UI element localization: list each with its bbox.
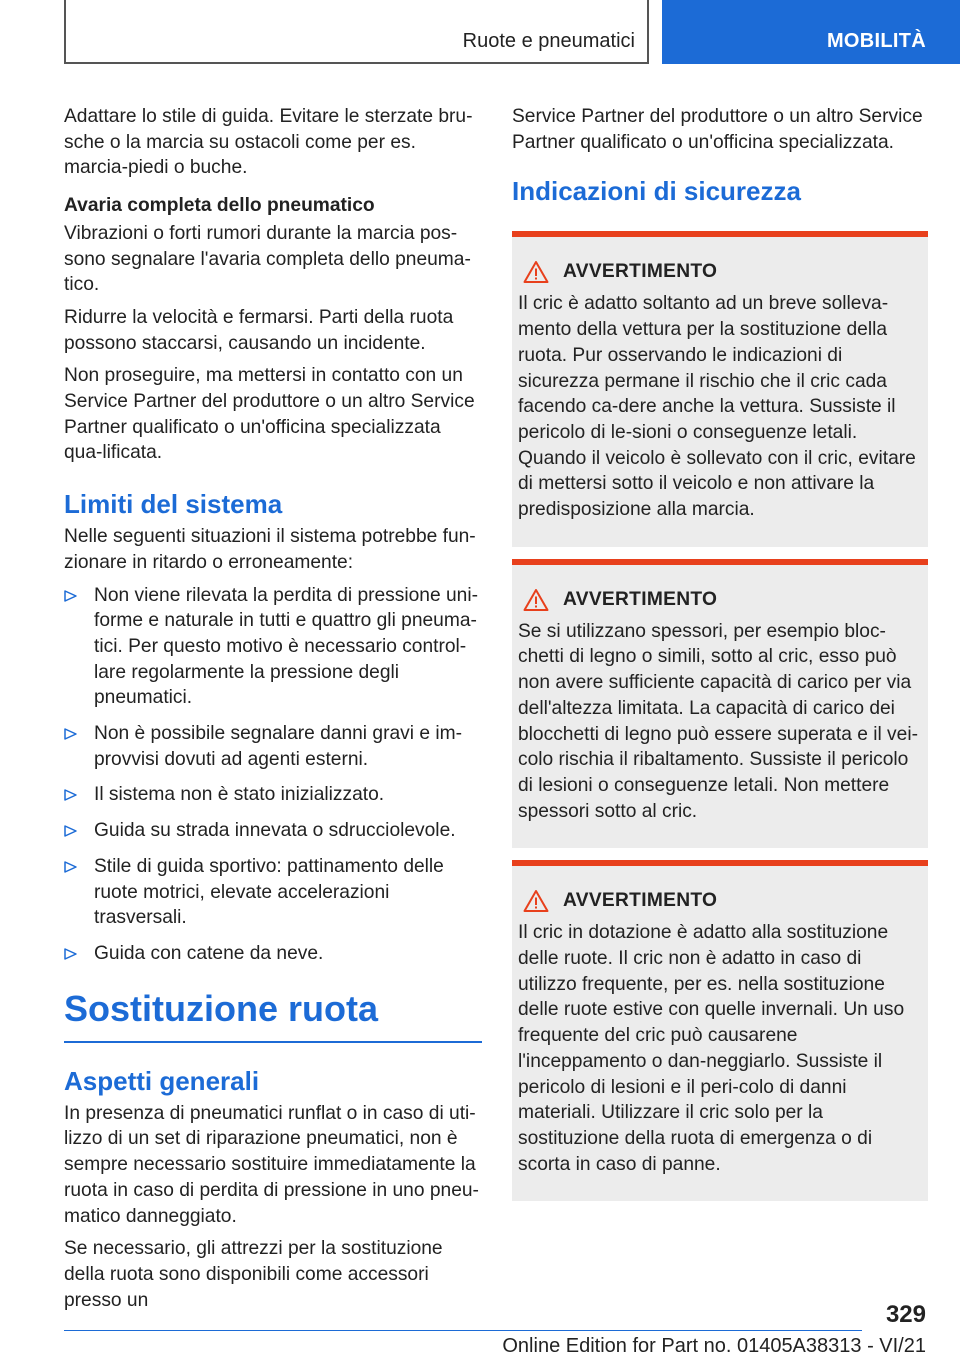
triangle-bullet-icon [64,590,77,602]
warning-triangle-icon [523,889,549,913]
right-column [512,104,928,1201]
warning-header [523,587,922,613]
warning-title: AVVERTIMENTO [563,890,718,912]
footer-rule [64,1330,862,1331]
heading-general-aspects: Aspetti generali [64,1065,260,1096]
warning-triangle-icon [523,588,549,612]
warning-text: Il cric in dotazione è adatto alla sostituzione delle ruote. Il cric non è adatto in caso di utilizzo frequente, per es. nella sostituzione delle ruote estive con quelle invernali. Un uso frequente del cric può causarene l'inceppamento o dan-neggiarlo. Sussiste il pericolo di lesioni e il peri-colo di danni materiali. Utilizzare il cric solo per la sostituzione della ruota di emergenza o di scorta in caso di panne. [518,922,905,1175]
list-item-text: Non viene rilevata la perdita di pressione uni-forme e naturale in tutti e quattro gli pneuma-tici. Per questo motivo è necessario control-lare regolarmente la pressione degli pneumatici. [94,584,478,709]
warning-title: AVVERTIMENTO [563,588,718,610]
warning-text: Se si utilizzano spessori, per esempio bloc-chetti di legno o simili, sotto al cric, esso può non avere sufficiente capacità di carico per via dell'altezza limitata. La capacità di carico dei blocchetti di legno può essere superata e il vei-colo rischia il ribaltamento. Sussiste il pericolo di lesioni o conseguenze letali. Non mettere spessori sotto al cric. [518,620,918,822]
warning-header [523,888,922,914]
warning-box [512,860,928,1201]
header-section-box [64,0,649,64]
paragraph-runflat: In presenza di pneumatici runflat o in caso di uti-lizzo di un set di riparazione pneumatici, non è sempre necessario sostituire immediatamente la ruota in caso di perdita di pressione in uno pneu-matico danneggiato. [64,1102,479,1227]
paragraph-reduce-speed: Ridurre la velocità e fermarsi. Parti della ruota possono staccarsi, causando un incidente. [64,306,454,354]
list-item [64,941,482,967]
warning-box [512,231,928,546]
left-column [64,104,482,1320]
footer-edition: Online Edition for Part no. 01405A38313 - VI/21 [502,1335,926,1357]
triangle-bullet-icon [64,728,77,740]
list-item-text: Guida con catene da neve. [94,942,324,964]
triangle-bullet-icon [64,825,77,837]
section-title: Ruote e pneumatici [462,30,635,52]
paragraph-limits-intro: Nelle seguenti situazioni il sistema potrebbe fun-zionare in ritardo o erroneamente: [64,526,476,573]
list-item [64,721,482,772]
paragraph-continued: Service Partner del produttore o un altro Service Partner qualificato o un'officina specializzata. [512,106,923,153]
warning-header [523,259,922,285]
paragraph-driving-style: Adattare lo stile di guida. Evitare le sterzate bru-sche o la marcia su ostacoli come per es. marcia-piedi o buche. [64,106,473,179]
triangle-bullet-icon [64,789,77,801]
paragraph-vibrations: Vibrazioni o forti rumori durante la marcia pos-sono segnalare l'avaria completa dello pneuma-tico. [64,222,471,296]
list-item-text: Guida su strada innevata o sdrucciolevole. [94,820,456,842]
warning-text: Il cric è adatto soltanto ad un breve solleva-mento della vettura per la sostituzione della ruota. Pur osservando le indicazioni di sicurezza permane il rischio che il cric cada facendo ca-dere anche la vettura. Sussiste il pericolo di le-sioni o conseguenze letali. Quando il veicolo è sollevato con il cric, evitare di mettersi sotto il veicolo e non attivare la predisposizione alla marcia. [518,293,916,521]
heading-rule [64,1041,482,1043]
page-number: 329 [885,1301,926,1328]
triangle-bullet-icon [64,861,77,873]
heading-system-limits: Limiti del sistema [64,489,283,520]
list-item-text: Non è possibile segnalare danni gravi e im-provvisi dovuti ad agenti esterni. [94,723,462,770]
list-item-text: Stile di guida sportivo: pattinamento delle ruote motrici, elevate accelerazioni trasversali. [94,855,444,929]
warning-triangle-icon [523,260,549,284]
header-chapter-tab [662,0,960,64]
paragraph-tools: Se necessario, gli attrezzi per la sostituzione della ruota sono disponibili come accessori presso un [64,1238,443,1311]
heading-safety: Indicazioni di sicurezza [512,176,801,207]
list-item [64,818,482,844]
paragraph-contact-service: Non proseguire, ma mettersi in contatto con un Service Partner del produttore o un altro Service Partner qualificato o un'officina specializzata qua-lificata. [64,365,475,464]
chapter-title: MOBILITÀ [826,30,926,52]
list-item-text: Il sistema non è stato inizializzato. [94,784,385,806]
list-item [64,583,482,712]
subheading-tire-failure: Avaria completa dello pneumatico [64,195,375,217]
triangle-bullet-icon [64,948,77,960]
list-item [64,854,482,931]
warning-box [512,559,928,849]
heading-wheel-change: Sostituzione ruota [64,987,378,1029]
warning-title: AVVERTIMENTO [563,261,718,283]
list-item [64,782,482,808]
limits-list [64,583,482,967]
